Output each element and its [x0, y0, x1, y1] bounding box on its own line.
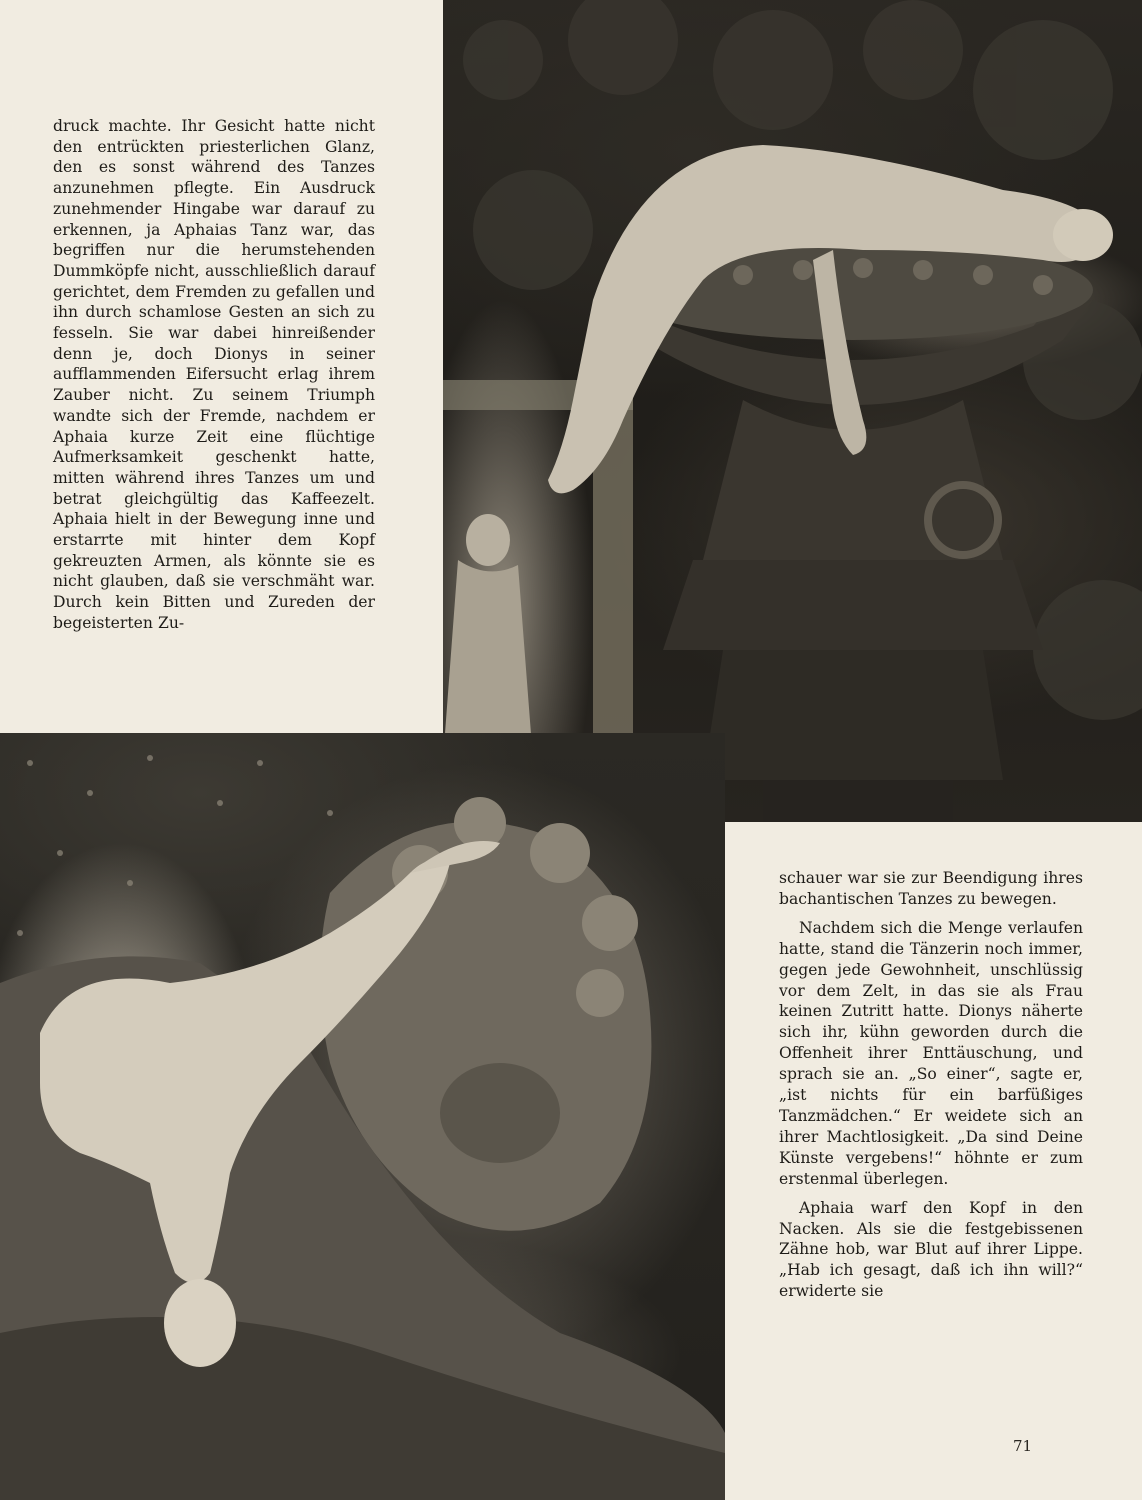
- urn-photo-illustration: [443, 0, 1142, 822]
- paragraph-1: schauer war sie zur Beendigung ihres bachantischen Tanzes zu bewegen.: [779, 869, 1083, 908]
- lion-photo-illustration: [0, 733, 725, 1500]
- paragraph-2: Nachdem sich die Menge verlaufen hatte, stand die Tänzerin noch immer, gegen jede Gewohnheit, unschlüssig vor dem Zelt, in das sie als Frau keinen Zutritt hatte. Dionys näherte sich ihr, kühn geworden durch die Offenheit ihrer Enttäuschung, und sprach sie an. „So einer“, sagte er, „ist nichts für ein barfüßiges Tanzmädchen.“ Er weidete sich an ihrer Machtlosigkeit. „Da sind Deine Künste vergebens!“ höhnte er zum erstenmal überlegen.: [779, 918, 1083, 1188]
- article-column-top: druck machte. Ihr Gesicht hatte nicht den entrückten priesterlichen Glanz, den es sonst während des Tanzes anzunehmen pflegte. Ein Ausdruck zunehmender Hingabe war darauf zu erkennen, ja Aphaias Tanz war, das begriffen nur die herumstehenden Dummköpfe nicht, ausschließlich darauf gerichtet, dem Fremden zu gefallen und ihn durch schamlose Gesten an sich zu fesseln. Sie war dabei hinreißender denn je, doch Dionys in seiner aufflammenden Eifersucht erlag ihrem Zauber nicht. Zu seinem Triumph wandte sich der Fremde, nachdem er Aphaia kurze Zeit eine flüchtige Aufmerksamkeit geschenkt hatte, mitten während ihres Tanzes um und betrat gleichgültig das Kaffeezelt. Aphaia hielt in der Bewegung inne und erstarrte mit hinter dem Kopf gekreuzten Armen, als könnte sie es nicht glauben, daß sie verschmäht war. Durch kein Bitten und Zureden der begeisterten Zu-: [53, 117, 375, 632]
- article-column-right: [779, 868, 1083, 1310]
- photo-figure-on-lion: [0, 733, 725, 1500]
- paragraph-3: Aphaia warf den Kopf in den Nacken. Als sie die festgebissenen Zähne hob, war Blut auf ihrer Lippe. „Hab ich gesagt, daß ich ihn will?“ erwiderte sie: [779, 1198, 1083, 1301]
- text-panel-bottom-right: [725, 822, 1142, 1500]
- text-panel-top-left: [0, 0, 443, 733]
- photo-figure-on-urn: [443, 0, 1142, 822]
- page-number: 71: [1013, 1437, 1033, 1455]
